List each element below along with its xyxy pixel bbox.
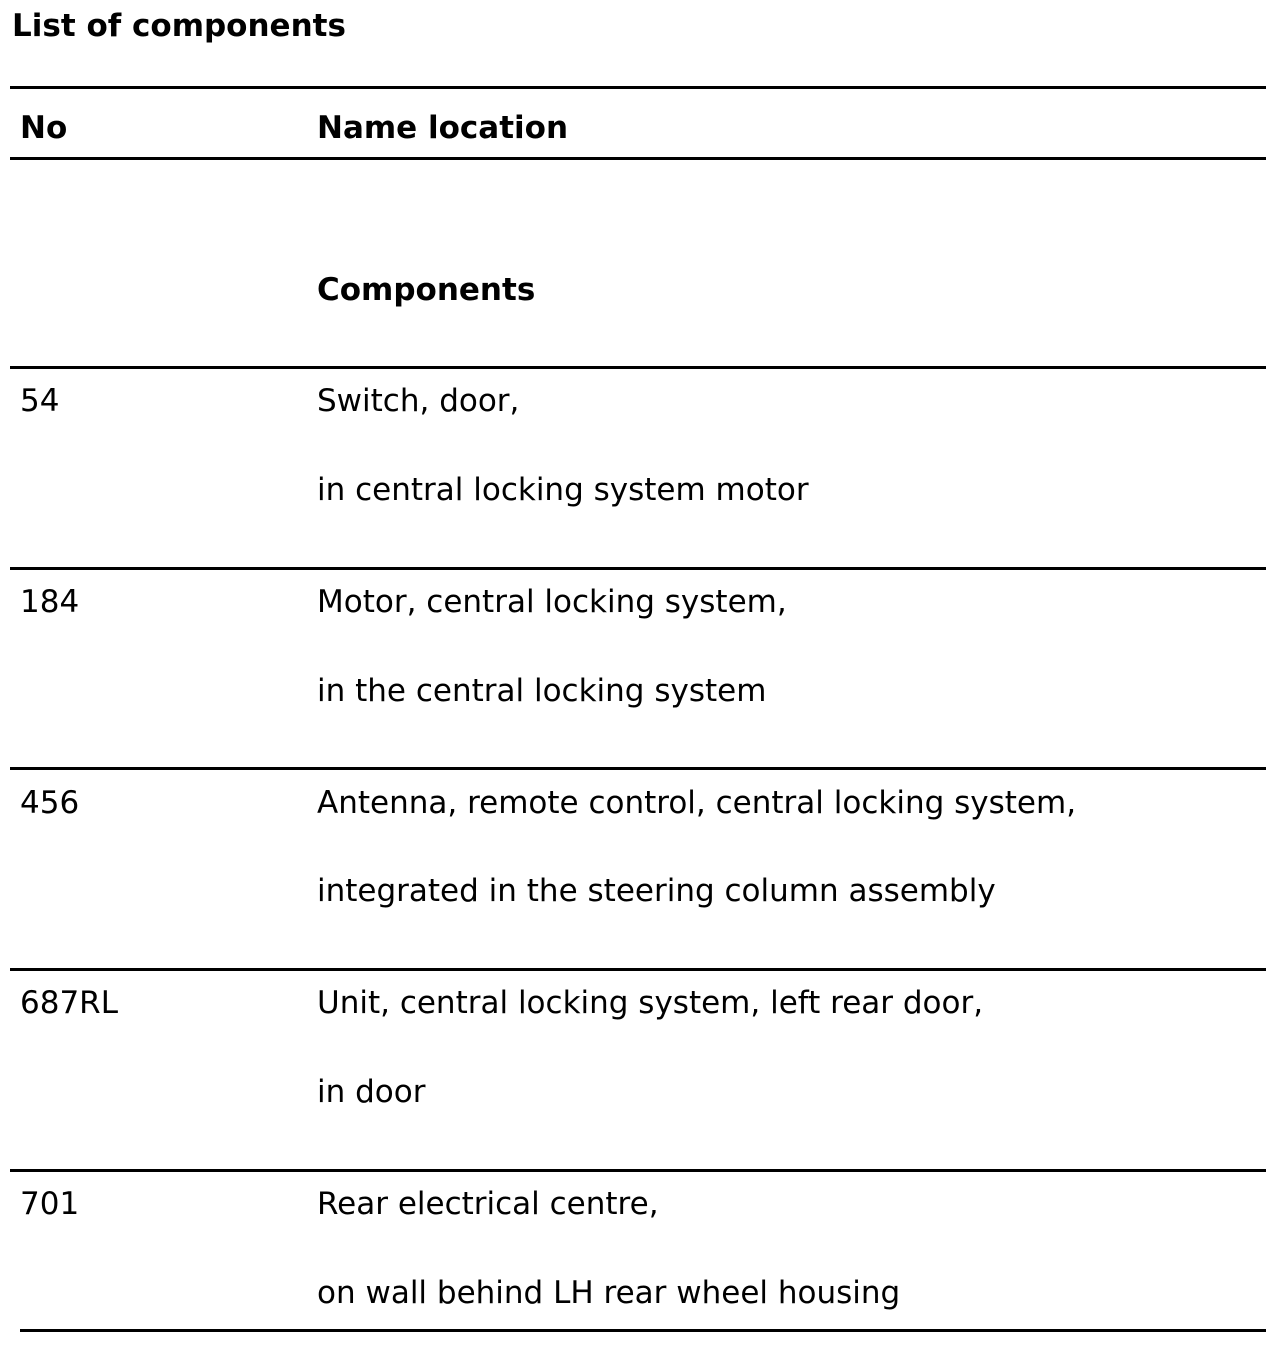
row-rule (10, 767, 1266, 770)
header-rule (10, 157, 1266, 160)
row-name: Unit, central locking system, left rear door, (317, 985, 984, 1021)
row-rule (10, 366, 1266, 369)
row-location: in door (317, 1074, 426, 1110)
row-location: in the central locking system (317, 673, 767, 709)
row-no: 687RL (20, 985, 118, 1021)
row-rule (10, 968, 1266, 971)
row-location: on wall behind LH rear wheel housing (317, 1275, 901, 1311)
row-rule (10, 1169, 1266, 1172)
row-name: Motor, central locking system, (317, 584, 787, 620)
row-name: Rear electrical centre, (317, 1186, 659, 1222)
row-no: 701 (20, 1186, 80, 1222)
row-location: integrated in the steering column assembly (317, 873, 996, 909)
header-name-location: Name location (317, 110, 569, 146)
row-rule (10, 567, 1266, 570)
header-no: No (20, 110, 68, 146)
section-heading: Components (317, 272, 536, 308)
row-location: in central locking system motor (317, 472, 809, 508)
row-no: 184 (20, 584, 80, 620)
row-name: Antenna, remote control, central locking system, (317, 785, 1077, 821)
table-bottom-rule (20, 1329, 1266, 1332)
row-no: 456 (20, 785, 80, 821)
page-title: List of components (12, 8, 346, 44)
table-top-rule (10, 86, 1266, 89)
row-no: 54 (20, 383, 60, 419)
row-name: Switch, door, (317, 383, 520, 419)
